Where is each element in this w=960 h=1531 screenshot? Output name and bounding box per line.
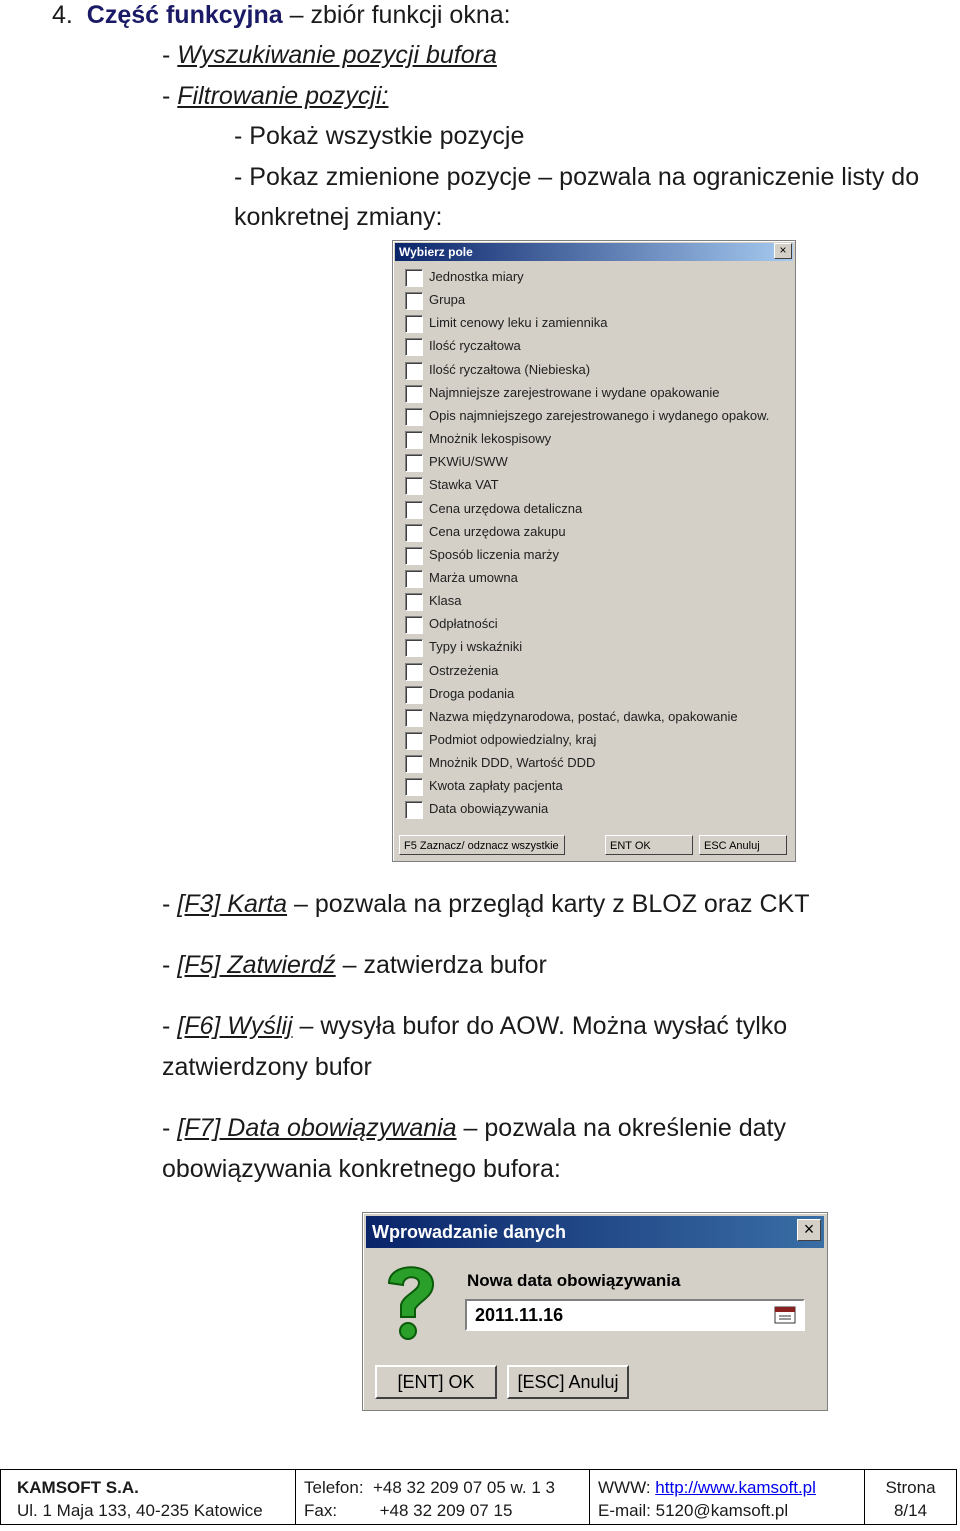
date-value: 2011.11.16 [475, 1305, 564, 1325]
close-button[interactable]: × [797, 1219, 821, 1241]
section-heading [52, 0, 511, 30]
desc-f7-cont: obowiązywania konkretnego bufora: [162, 1155, 561, 1183]
close-button[interactable]: × [774, 243, 792, 259]
checkbox[interactable] [405, 477, 423, 495]
field-option-label: Odpłatności [429, 616, 498, 632]
field-option[interactable] [401, 499, 786, 519]
choose-field-dialog [392, 240, 796, 862]
dialog-title: Wybierz pole [395, 243, 793, 261]
field-option[interactable] [401, 684, 786, 704]
field-option-label: Cena urzędowa detaliczna [429, 500, 583, 516]
field-option[interactable] [401, 452, 786, 472]
item-show-all: - Pokaż wszystkie pozycje [234, 122, 525, 150]
field-option-label: Ilość ryczałtowa [429, 338, 521, 354]
question-icon [375, 1255, 445, 1345]
field-option[interactable] [401, 406, 786, 426]
desc-f5: - [F5] Zatwierdź – zatwierdza bufor [162, 951, 547, 979]
checkbox[interactable] [405, 269, 423, 287]
field-option-label: Cena urzędowa zakupu [429, 523, 566, 539]
checkbox[interactable] [405, 709, 423, 727]
checkbox[interactable] [405, 292, 423, 310]
page-label: Strona [885, 1478, 936, 1497]
desc-f7: - [F7] Data obowiązywania – pozwala na określenie daty [162, 1114, 786, 1142]
field-option-label: Mnożnik DDD, Wartość DDD [429, 755, 596, 771]
field-option-label: Droga podania [429, 685, 515, 701]
field-option[interactable] [401, 776, 786, 796]
section-number: 4. [52, 1, 73, 29]
ok-button[interactable]: ENT OK [605, 835, 693, 855]
field-option-label: Grupa [429, 292, 466, 308]
f6-key: [F6] Wyślij [177, 1012, 293, 1040]
field-option[interactable] [401, 383, 786, 403]
section-title-rest: – zbiór funkcji okna: [282, 1, 511, 29]
desc-f6-cont: zatwierdzony bufor [162, 1053, 372, 1081]
checkbox[interactable] [405, 315, 423, 333]
search-link: Wyszukiwanie pozycji bufora [177, 41, 497, 69]
field-option[interactable] [401, 475, 786, 495]
f5-key: [F5] Zatwierdź [177, 951, 336, 979]
field-option[interactable] [401, 267, 786, 287]
desc-f6: - [F6] Wyślij – wysyła bufor do AOW. Można wysłać tylko [162, 1012, 788, 1040]
page-footer [0, 1469, 957, 1525]
cancel-button[interactable]: ESC Anuluj [699, 835, 787, 855]
field-option-label: Typy i wskaźniki [429, 639, 523, 655]
field-option-label: Nazwa międzynarodowa, postać, dawka, opakowanie [429, 708, 738, 724]
field-option-label: Opis najmniejszego zarejestrowanego i wydanego opakow. [429, 407, 770, 423]
field-option-label: PKWiU/SWW [429, 454, 508, 470]
checkbox[interactable] [405, 663, 423, 681]
field-option-label: Najmniejsze zarejestrowane i wydane opakowanie [429, 384, 720, 400]
checkbox[interactable] [405, 524, 423, 542]
www-label: WWW: [598, 1478, 651, 1497]
checkbox[interactable] [405, 801, 423, 819]
field-option[interactable] [401, 336, 786, 356]
f6-text: – wysyła bufor do AOW. Można wysłać tylko [292, 1012, 788, 1040]
cancel-button[interactable]: [ESC] Anuluj [507, 1365, 629, 1399]
f7-key: [F7] Data obowiązywania [177, 1114, 457, 1142]
date-field[interactable] [465, 1299, 805, 1331]
tel-label: Telefon: [304, 1478, 364, 1497]
field-option-label: Data obowiązywania [429, 801, 549, 817]
f3-key: [F3] Karta [177, 890, 288, 918]
prompt-label: Nowa data obowiązywania [467, 1271, 681, 1290]
checkbox[interactable] [405, 639, 423, 657]
checkbox[interactable] [405, 431, 423, 449]
checkbox[interactable] [405, 362, 423, 380]
www-link[interactable]: http://www.kamsoft.pl [655, 1478, 816, 1497]
footer-company-cell [1, 1470, 296, 1524]
checkbox[interactable] [405, 593, 423, 611]
f3-text: – pozwala na przegląd karty z BLOZ oraz CKT [287, 890, 810, 918]
field-option-label: Limit cenowy leku i zamiennika [429, 315, 608, 331]
fax-label: Fax: [304, 1501, 338, 1520]
field-option-label: Jednostka miary [429, 269, 524, 284]
field-option[interactable] [401, 614, 786, 634]
field-option-label: Ilość ryczałtowa (Niebieska) [429, 361, 591, 377]
footer-phone-cell [296, 1470, 590, 1524]
field-option[interactable] [401, 429, 786, 449]
footer-web-cell [590, 1470, 865, 1524]
checkbox[interactable] [405, 408, 423, 426]
f5-text: – zatwierdza bufor [335, 951, 547, 979]
company-name: KAMSOFT S.A. [17, 1478, 139, 1497]
checkbox[interactable] [405, 454, 423, 472]
company-address: Ul. 1 Maja 133, 40-235 Katowice [17, 1501, 263, 1520]
filter-link: Filtrowanie pozycji: [177, 82, 389, 110]
field-option[interactable] [401, 522, 786, 542]
f7-text: – pozwala na określenie daty [456, 1114, 786, 1142]
fax-number: +48 32 209 07 15 [379, 1501, 513, 1520]
toggle-all-button[interactable]: F5 Zaznacz/ odznacz wszystkie [399, 835, 565, 855]
field-option-label: Mnożnik lekospisowy [429, 431, 552, 447]
checkbox[interactable] [405, 338, 423, 356]
section-title: Część funkcyjna [86, 1, 283, 29]
field-option[interactable] [401, 591, 786, 611]
field-option-label: Sposób liczenia marży [429, 546, 560, 562]
field-option[interactable] [401, 707, 786, 727]
checkbox[interactable] [405, 686, 423, 704]
data-entry-dialog [362, 1212, 828, 1411]
field-option-label: Klasa [429, 593, 462, 609]
field-option[interactable] [401, 290, 786, 310]
field-option-label: Marża umowna [429, 569, 518, 585]
item-show-changed: - Pokaz zmienione pozycje – pozwala na ograniczenie listy do [234, 163, 920, 191]
field-option[interactable] [401, 799, 786, 819]
dialog-title: Wprowadzanie danych [366, 1216, 824, 1248]
checkbox[interactable] [405, 570, 423, 588]
calendar-icon[interactable] [773, 1305, 797, 1325]
checkbox[interactable] [405, 385, 423, 403]
field-option-label: Stawka VAT [429, 477, 499, 493]
footer-page-cell [865, 1470, 956, 1524]
email-text: E-mail: 5120@kamsoft.pl [598, 1501, 789, 1520]
field-option[interactable] [401, 753, 786, 773]
item-filter: - Filtrowanie pozycji: [162, 82, 389, 110]
checkbox[interactable] [405, 732, 423, 750]
field-option-label: Kwota zapłaty pacjenta [429, 778, 563, 794]
field-option[interactable] [401, 545, 786, 565]
ok-button[interactable]: [ENT] OK [375, 1365, 497, 1399]
field-option[interactable] [401, 637, 786, 657]
tel-number: +48 32 209 07 05 w. 1 3 [373, 1478, 555, 1497]
item-search: - Wyszukiwanie pozycji bufora [162, 41, 497, 69]
field-option[interactable] [401, 360, 786, 380]
item-show-changed-cont: konkretnej zmiany: [234, 203, 443, 231]
field-option-label: Ostrzeżenia [429, 662, 499, 678]
field-option[interactable] [401, 730, 786, 750]
checkbox[interactable] [405, 778, 423, 796]
checkbox[interactable] [405, 616, 423, 634]
checkbox[interactable] [405, 547, 423, 565]
field-option-label: Podmiot odpowiedzialny, kraj [429, 732, 597, 747]
field-option[interactable] [401, 661, 786, 681]
field-option[interactable] [401, 313, 786, 333]
checkbox[interactable] [405, 755, 423, 773]
field-option[interactable] [401, 568, 786, 588]
checkbox[interactable] [405, 501, 423, 519]
page-number: 8/14 [893, 1501, 928, 1520]
desc-f3: - [F3] Karta – pozwala na przegląd karty z BLOZ oraz CKT [162, 890, 810, 918]
